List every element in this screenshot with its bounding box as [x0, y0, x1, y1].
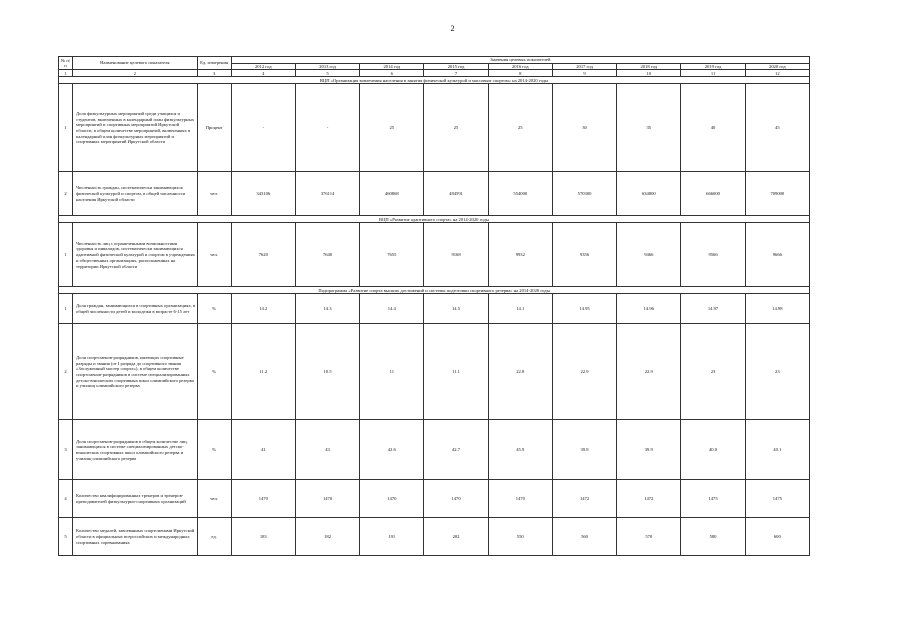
value-cell: 182: [295, 518, 359, 556]
header-year: 2018 год: [617, 63, 681, 70]
value-cell: 7620: [231, 223, 295, 287]
section-title: ВЦП «Развитие адаптивного спорта» на 2014-2020 годы: [59, 216, 810, 223]
header-year: 2012 год: [231, 63, 295, 70]
row-number: 3: [59, 420, 73, 480]
header-year: 2014 год: [360, 63, 424, 70]
header-year: 2019 год: [681, 63, 745, 70]
value-cell: 1470: [295, 480, 359, 518]
value-cell: 7655: [360, 223, 424, 287]
unit-cell: %: [197, 324, 231, 420]
column-number: 1: [59, 70, 73, 77]
value-cell: 7640: [295, 223, 359, 287]
value-cell: 14.5: [424, 294, 488, 324]
value-cell: 9168: [424, 223, 488, 287]
row-number: 5: [59, 518, 73, 556]
value-cell: 40.1: [745, 420, 809, 480]
row-number: 2: [59, 324, 73, 420]
indicator-name: Количество медалей, завоеванных спортсменами Иркутской области в официальных всероссийских и международных спортивных соревнованиях: [73, 518, 197, 556]
indicator-name: Доля спортсменов-разрядников, имеющих спортивные разряды и звания (от I разряда до спортивного звания «Заслуженный мастер спорта»), в общем количестве спортсменов-разрядников в системе специализированных детско-юношеских спортивных школ олимпийского резерва и училищ олимпийского резерва: [73, 324, 197, 420]
value-cell: 25: [360, 84, 424, 172]
table-row: [59, 172, 810, 216]
header-year: 2013 год: [295, 63, 359, 70]
value-cell: 30: [552, 84, 616, 172]
row-number: 1: [59, 294, 73, 324]
value-cell: 1470: [424, 480, 488, 518]
header-year: 2016 год: [488, 63, 552, 70]
value-cell: 11.2: [231, 324, 295, 420]
unit-cell: чел.: [197, 172, 231, 216]
value-cell: 45: [745, 84, 809, 172]
value-cell: 570: [617, 518, 681, 556]
row-number: 1: [59, 84, 73, 172]
value-cell: 666000: [681, 172, 745, 216]
indicator-name: Количество квалифицированных тренеров и тренеров-преподавателей физкультурно-спортивных организаций: [73, 480, 197, 518]
value-cell: 191: [360, 518, 424, 556]
value-cell: 560: [552, 518, 616, 556]
value-cell: 42.7: [424, 420, 488, 480]
row-number: 2: [59, 172, 73, 216]
indicator-name: Численность лиц с ограниченными возможностями здоровья и инвалидов, систематически занимающихся адаптивной физической культурой и спортом в учреждениях и общественных организациях, расположенных на территории Иркутской области: [73, 223, 197, 287]
unit-cell: %: [197, 420, 231, 480]
column-number: 11: [681, 70, 745, 77]
value-cell: 25: [488, 84, 552, 172]
value-cell: 10.5: [295, 324, 359, 420]
table-row: [59, 223, 810, 287]
table-row: [59, 518, 810, 556]
header-year: 2020 год: [745, 63, 809, 70]
value-cell: 35: [617, 84, 681, 172]
row-number: 4: [59, 480, 73, 518]
table-row: [59, 480, 810, 518]
value-cell: 14.97: [681, 294, 745, 324]
column-number: 12: [745, 70, 809, 77]
value-cell: 14.1: [488, 294, 552, 324]
value-cell: 580: [681, 518, 745, 556]
value-cell: 22.9: [617, 324, 681, 420]
value-cell: 1472: [552, 480, 616, 518]
value-cell: 22.8: [488, 324, 552, 420]
value-cell: 14.4: [360, 294, 424, 324]
column-number: 5: [295, 70, 359, 77]
value-cell: 634800: [617, 172, 681, 216]
unit-cell: чел.: [197, 480, 231, 518]
section-header-row: [59, 287, 810, 294]
row-number: 1: [59, 223, 73, 287]
value-cell: 376114: [295, 172, 359, 216]
indicator-name: Доля физкультурных мероприятий среди учащихся и студентов, включенных в календарный план физкультурных мероприятий и спортивных мероприятий Иркутской области, в общем количестве мероприятий, включенных в календарный план физкультурных мероприятий и спортивных мероприятий Иркутской области: [73, 84, 197, 172]
value-cell: 9566: [681, 223, 745, 287]
value-cell: -: [231, 84, 295, 172]
page-number: 2: [450, 24, 455, 33]
value-cell: 14.2: [231, 294, 295, 324]
header-unit: Ед. измерения: [197, 57, 231, 70]
header-year: 2015 год: [424, 63, 488, 70]
table-row: [59, 324, 810, 420]
unit-cell: %: [197, 294, 231, 324]
column-number: 6: [360, 70, 424, 77]
value-cell: -: [295, 84, 359, 172]
value-cell: 183: [231, 518, 295, 556]
value-cell: 1475: [745, 480, 809, 518]
value-cell: 554000: [488, 172, 552, 216]
value-cell: 25: [424, 84, 488, 172]
section-header-row: [59, 216, 810, 223]
column-number: 4: [231, 70, 295, 77]
target-indicators-table: [58, 56, 810, 556]
unit-cell: чел.: [197, 223, 231, 287]
value-cell: 39.9: [617, 420, 681, 480]
value-cell: 22.9: [552, 324, 616, 420]
value-cell: 570300: [552, 172, 616, 216]
value-cell: 1472: [617, 480, 681, 518]
value-cell: 43: [295, 420, 359, 480]
column-number: 9: [552, 70, 616, 77]
column-number: 7: [424, 70, 488, 77]
value-cell: 1470: [231, 480, 295, 518]
table-row: [59, 294, 810, 324]
value-cell: 484591: [424, 172, 488, 216]
value-cell: 41: [231, 420, 295, 480]
value-cell: 1470: [360, 480, 424, 518]
value-cell: 23: [681, 324, 745, 420]
header-year: 2017 год: [552, 63, 616, 70]
value-cell: 14.3: [295, 294, 359, 324]
value-cell: 600: [745, 518, 809, 556]
unit-cell: Процент: [197, 84, 231, 172]
value-cell: 23: [745, 324, 809, 420]
indicator-name: Численность граждан, систематически занимающихся физической культурой и спортом, в общей численности населения Иркутской области: [73, 172, 197, 216]
value-cell: 42.6: [360, 420, 424, 480]
column-number: 10: [617, 70, 681, 77]
value-cell: 9932: [488, 223, 552, 287]
column-number: 2: [73, 70, 197, 77]
value-cell: 9356: [552, 223, 616, 287]
unit-cell: ед.: [197, 518, 231, 556]
column-number: 8: [488, 70, 552, 77]
header-number: № п/п: [59, 57, 73, 70]
value-cell: 550: [488, 518, 552, 556]
indicator-name: Доля спортсменов-разрядников в общем количестве лиц, занимающихся в системе специализированных детско-юношеских спортивных школ олимпийского резерва и училищ олимпийского резерва: [73, 420, 197, 480]
value-cell: 709000: [745, 172, 809, 216]
column-number: 3: [197, 70, 231, 77]
value-cell: 11.1: [424, 324, 488, 420]
value-cell: 9666: [745, 223, 809, 287]
section-title: ВЦП «Организация вовлечения населения в занятия физической культурой и массовым спортом» на 2014-2020 годы: [59, 77, 810, 84]
section-title: Подпрограмма «Развитие спорта высших достижений и системы подготовки спортивного резерва» на 2014-2020 годы: [59, 287, 810, 294]
value-cell: 202: [424, 518, 488, 556]
value-cell: 14.95: [552, 294, 616, 324]
value-cell: 1475: [681, 480, 745, 518]
table-row: [59, 420, 810, 480]
value-cell: 11: [360, 324, 424, 420]
value-cell: 39.8: [552, 420, 616, 480]
value-cell: 1470: [488, 480, 552, 518]
indicator-name: Доля граждан, занимающихся в спортивных организациях, в общей численности детей и молодежи в возрасте 6-15 лет: [73, 294, 197, 324]
value-cell: 40.0: [681, 420, 745, 480]
value-cell: 14.98: [745, 294, 809, 324]
value-cell: 40: [681, 84, 745, 172]
value-cell: 460868: [360, 172, 424, 216]
value-cell: 14.96: [617, 294, 681, 324]
table-row: [59, 84, 810, 172]
value-cell: 9466: [617, 223, 681, 287]
value-cell: 45.9: [488, 420, 552, 480]
value-cell: 343106: [231, 172, 295, 216]
section-header-row: [59, 77, 810, 84]
header-values-title: Значения целевых показателей: [231, 57, 809, 64]
header-indicator-name: Наименование целевого показателя: [73, 57, 197, 70]
